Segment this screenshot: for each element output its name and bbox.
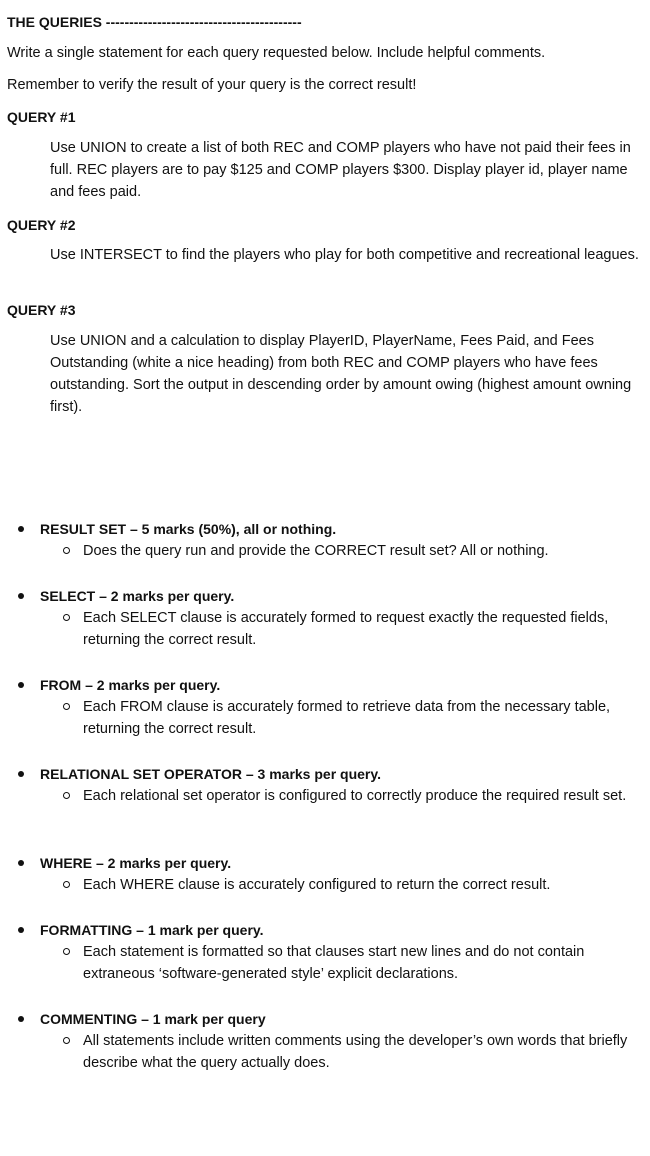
query-2-text: Use INTERSECT to find the players who play for both competitive and recreational leagues. (50, 247, 639, 263)
rubric-item-title: WHERE – 2 marks per query. (40, 855, 232, 871)
sub-bullet-icon (63, 614, 70, 621)
rubric-item-text: Each WHERE clause is accurately configured to return the correct result. (83, 877, 551, 893)
intro-reminder: Remember to verify the result of your query is the correct result! (7, 77, 417, 93)
bullet-icon (18, 593, 24, 599)
query-3-title: QUERY #3 (7, 302, 76, 318)
rubric-item-title: SELECT – 2 marks per query. (40, 588, 235, 604)
bullet-icon (18, 682, 24, 688)
query-3-text: Use UNION and a calculation to display PlayerID, PlayerName, Fees Paid, and Fees Outstanding (white a nice heading) from both REC and COMP players who have fees outstanding. Sort the output in descending order by amount owing (highest amount owning first). (50, 333, 632, 415)
intro-instruction: Write a single statement for each query requested below. Include helpful comments. (7, 45, 546, 61)
rubric-item-title: FORMATTING – 1 mark per query. (40, 922, 264, 938)
bullet-icon (18, 526, 24, 532)
sub-bullet-icon (63, 881, 70, 888)
rubric-item-text: Each statement is formatted so that clauses start new lines and do not contain extraneous ‘software-generated style’ explicit declarations. (83, 944, 585, 982)
bullet-icon (18, 860, 24, 866)
rubric-item-text: Each SELECT clause is accurately formed to request exactly the requested fields, returning the correct result. (83, 610, 609, 648)
rubric-item-text: Does the query run and provide the CORRECT result set? All or nothing. (83, 543, 549, 559)
rubric-item-title: COMMENTING – 1 mark per query (40, 1011, 266, 1027)
rubric-item-text: All statements include written comments using the developer’s own words that briefly describe what the query actually does. (83, 1033, 628, 1071)
bullet-icon (18, 927, 24, 933)
sub-bullet-icon (63, 703, 70, 710)
rubric-item-text: Each FROM clause is accurately formed to retrieve data from the necessary table, returning the correct result. (83, 699, 611, 737)
rubric-item-title: RELATIONAL SET OPERATOR – 3 marks per query. (40, 766, 382, 782)
document-title: THE QUERIES ------------------------------------------ (7, 14, 302, 30)
query-2-title: QUERY #2 (7, 217, 76, 233)
sub-bullet-icon (63, 1037, 70, 1044)
query-1-text: Use UNION to create a list of both REC and COMP players who have not paid their fees in full. REC players are to pay $125 and COMP players $300. Display player id, player name and fees paid. (50, 140, 631, 200)
rubric-item-text: Each relational set operator is configured to correctly produce the required result set. (83, 788, 627, 804)
rubric-item-title: FROM – 2 marks per query. (40, 677, 221, 693)
sub-bullet-icon (63, 547, 70, 554)
bullet-icon (18, 1016, 24, 1022)
query-1-title: QUERY #1 (7, 109, 76, 125)
rubric-item-title: RESULT SET – 5 marks (50%), all or nothing. (40, 521, 337, 537)
bullet-icon (18, 771, 24, 777)
sub-bullet-icon (63, 792, 70, 799)
sub-bullet-icon (63, 948, 70, 955)
